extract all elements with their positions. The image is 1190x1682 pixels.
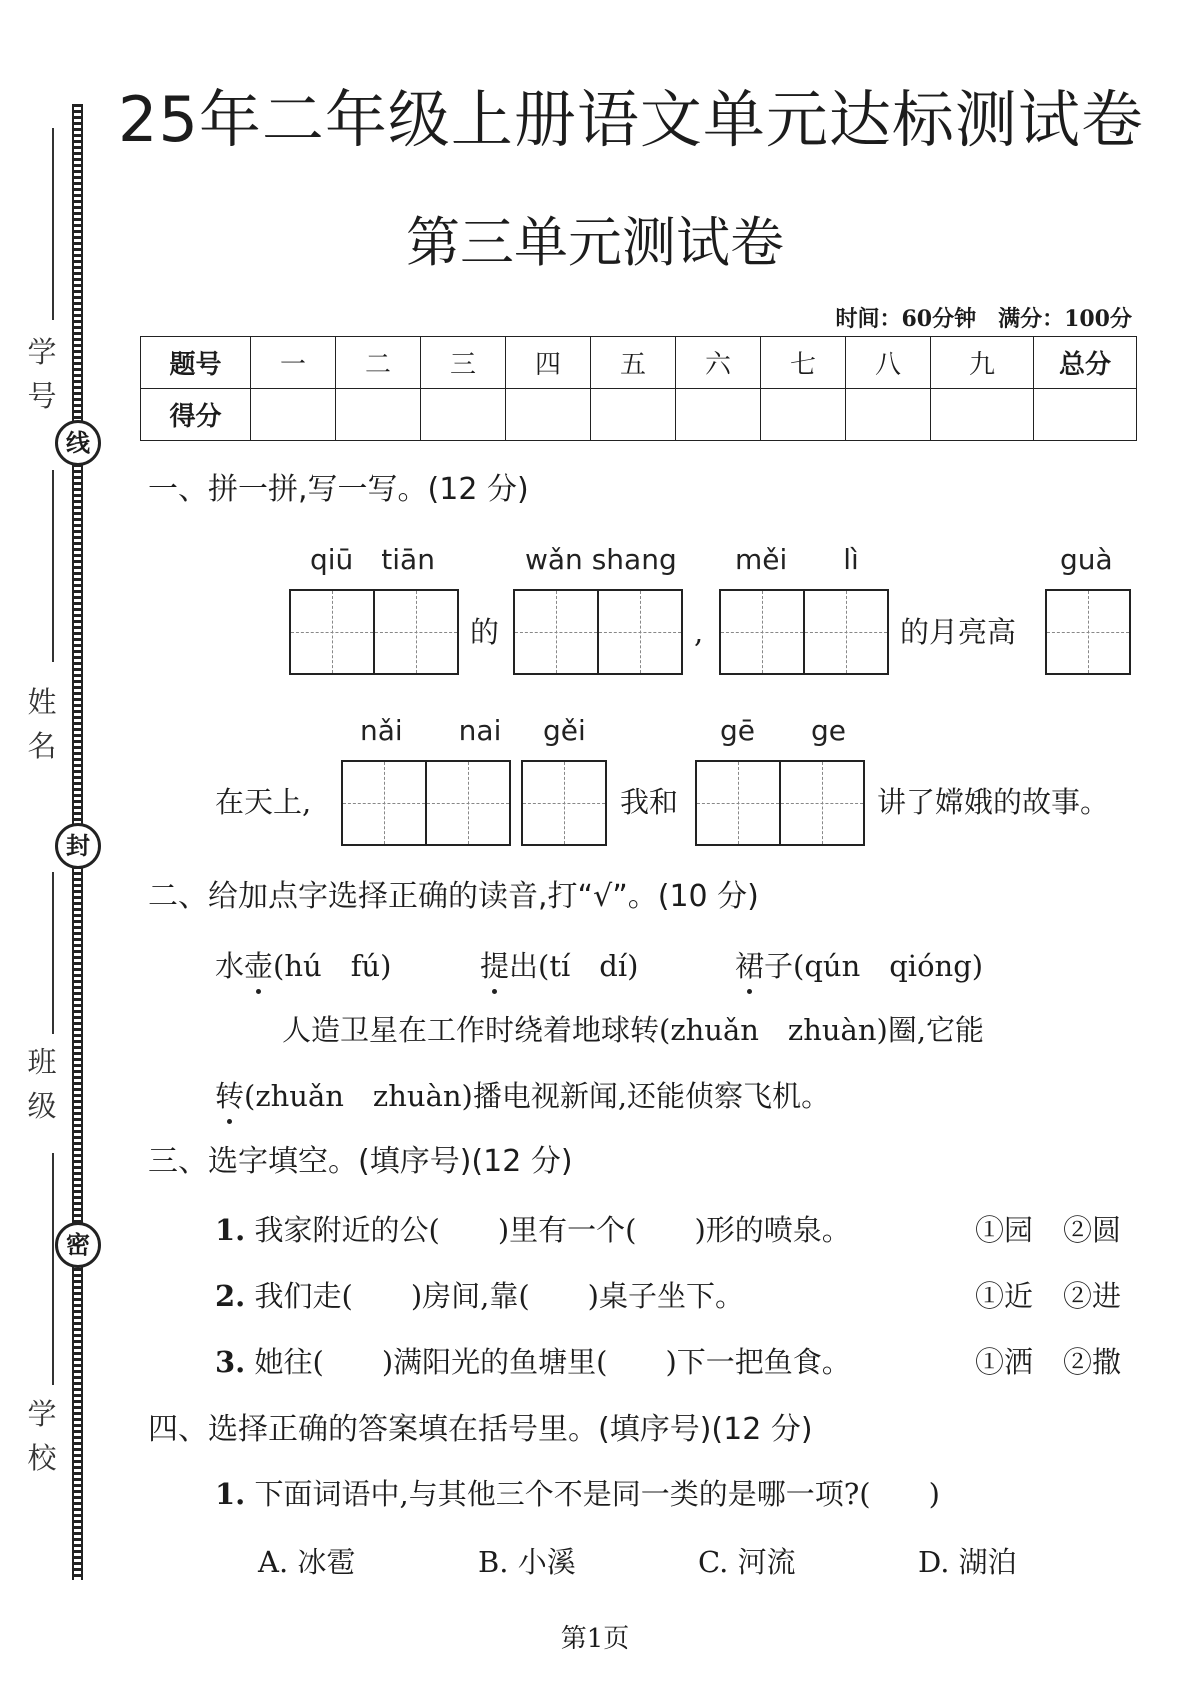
section3-item-1-text[interactable]: 我家附近的公( )里有一个( )形的喷泉。 (254, 1213, 851, 1247)
pinyin-gua: guà (1060, 543, 1113, 576)
col-1: 一 (251, 337, 336, 389)
score-cell-9[interactable] (931, 389, 1034, 441)
time-info: 时间：60分钟 满分：100分 (835, 306, 1132, 332)
writing-box-gei[interactable] (521, 760, 607, 846)
section3-item-3-num: 3. (215, 1345, 246, 1379)
dotted-char-ti: 提 (480, 944, 509, 988)
section4-heading: 四、选择正确的答案填在括号里。(填序号)(12 分) (148, 1412, 813, 1447)
section2-sentence-2-rest[interactable]: (zhuǎn zhuàn)播电视新闻,还能侦察飞机。 (244, 1079, 831, 1113)
line2-text-wohe: 我和 (620, 785, 679, 819)
pinyin-mei-li: měi lì (735, 543, 859, 576)
section4-question-1-num: 1. (215, 1477, 246, 1511)
col-3: 三 (421, 337, 506, 389)
pinyin-qiu-tian: qiū tiān (310, 543, 435, 576)
score-cell-7[interactable] (761, 389, 846, 441)
col-7: 七 (761, 337, 846, 389)
pinyin-nai-nai: nǎi nai (360, 714, 502, 747)
section3-item-2-text[interactable]: 我们走( )房间,靠( )桌子坐下。 (254, 1279, 744, 1313)
section1-heading: 一、拼一拼,写一写。(12 分) (148, 472, 529, 507)
col-4: 四 (506, 337, 591, 389)
pinyin-wan-shang: wǎn shang (525, 543, 677, 576)
seal-secret-mark: 密 (55, 1222, 101, 1268)
section3-item-2 (215, 1274, 744, 1318)
seal-seal-mark: 封 (55, 823, 101, 869)
option-b[interactable]: B. 小溪 (478, 1545, 576, 1579)
sub-title: 第三单元测试卷 (406, 211, 784, 274)
section4-question-1-text[interactable]: 下面词语中,与其他三个不是同一类的是哪一项?( ) (254, 1477, 940, 1511)
binding-line-school (52, 1153, 54, 1385)
line2-text-tianshang: 在天上, (215, 785, 312, 819)
writing-box-ge-ge[interactable] (695, 760, 865, 846)
option-d[interactable]: D. 湖泊 (918, 1545, 1017, 1579)
section3-item-3-opt2: ②撒 (1063, 1345, 1122, 1379)
writing-box-wan-shang[interactable] (513, 589, 683, 675)
score-cell-5[interactable] (591, 389, 676, 441)
score-cell-2[interactable] (336, 389, 421, 441)
pron-item-hu-pre: 水 (215, 949, 245, 983)
section3-item-1-opt1: ①园 (975, 1213, 1034, 1247)
score-cell-8[interactable] (846, 389, 931, 441)
pinyin-gei: gěi (543, 714, 586, 747)
section3-item-2-opt1: ①近 (975, 1279, 1034, 1313)
pron-item-hu-options[interactable]: (hú fú) (273, 949, 392, 983)
option-c[interactable]: C. 河流 (698, 1545, 796, 1579)
section3-heading: 三、选字填空。(填序号)(12 分) (148, 1144, 573, 1179)
score-table (140, 336, 1137, 441)
col-9: 九 (931, 337, 1034, 389)
main-title: 25年二年级上册语文单元达标测试卷 (118, 83, 1144, 156)
pron-item-qun-options[interactable]: 子(qún qióng) (764, 949, 984, 983)
dotted-char-qun: 裙 (735, 944, 764, 988)
writing-box-mei-li[interactable] (719, 589, 889, 675)
score-cell-total[interactable] (1034, 389, 1137, 441)
col-8: 八 (846, 337, 931, 389)
pron-item-qun (735, 944, 983, 988)
binding-line-name (52, 470, 54, 662)
seal-line-mark: 线 (55, 420, 101, 466)
pron-item-ti-options[interactable]: 出(tí dí) (509, 949, 639, 983)
pron-item-ti (480, 944, 638, 988)
score-cell-6[interactable] (676, 389, 761, 441)
binding-label-student-id: 学号 (27, 335, 57, 413)
writing-box-qiu-tian[interactable] (289, 589, 459, 675)
score-table-header-row (141, 337, 1137, 389)
dotted-char-zhuan: 转 (215, 1074, 244, 1118)
binding-label-class: 班级 (27, 1045, 57, 1123)
row-label-score: 得分 (141, 389, 251, 441)
section3-item-1 (215, 1208, 851, 1252)
writing-box-gua[interactable] (1045, 589, 1131, 675)
row-label-question: 题号 (141, 337, 251, 389)
binding-label-school: 学校 (27, 1397, 57, 1475)
section3-item-3-text[interactable]: 她往( )满阳光的鱼塘里( )下一把鱼食。 (254, 1345, 851, 1379)
section3-item-1-num: 1. (215, 1213, 246, 1247)
section2-heading: 二、给加点字选择正确的读音,打“√”。(10 分) (148, 879, 759, 914)
section3-item-3-opt1: ①洒 (975, 1345, 1034, 1379)
line1-text-comma: , (694, 615, 704, 649)
col-6: 六 (676, 337, 761, 389)
option-a[interactable]: A. 冰雹 (258, 1545, 356, 1579)
section3-item-1-opt2: ②圆 (1063, 1213, 1122, 1247)
section3-item-2-opt2: ②进 (1063, 1279, 1122, 1313)
col-5: 五 (591, 337, 676, 389)
binding-line-class (52, 872, 54, 1034)
section2-sentence-2 (215, 1074, 830, 1118)
section2-sentence-1[interactable]: 人造卫星在工作时绕着地球转(zhuǎn zhuàn)圈,它能 (282, 1013, 985, 1047)
section3-item-2-num: 2. (215, 1279, 246, 1313)
pron-item-hu (215, 944, 391, 988)
dotted-char-hu: 壶 (244, 944, 273, 988)
binding-label-name: 姓名 (27, 685, 57, 763)
section3-item-3 (215, 1340, 851, 1384)
col-total: 总分 (1034, 337, 1137, 389)
page-number: 第1页 (560, 1624, 630, 1654)
score-cell-1[interactable] (251, 389, 336, 441)
pinyin-ge-ge: gē ge (720, 714, 847, 747)
line2-text-story: 讲了嫦娥的故事。 (877, 785, 1110, 819)
score-cell-3[interactable] (421, 389, 506, 441)
section4-question-1 (215, 1472, 940, 1516)
line1-text-yueliang: 的月亮高 (900, 615, 1017, 649)
score-table-score-row (141, 389, 1137, 441)
score-cell-4[interactable] (506, 389, 591, 441)
writing-box-nai-nai[interactable] (341, 760, 511, 846)
col-2: 二 (336, 337, 421, 389)
line1-text-de: 的 (470, 615, 500, 649)
